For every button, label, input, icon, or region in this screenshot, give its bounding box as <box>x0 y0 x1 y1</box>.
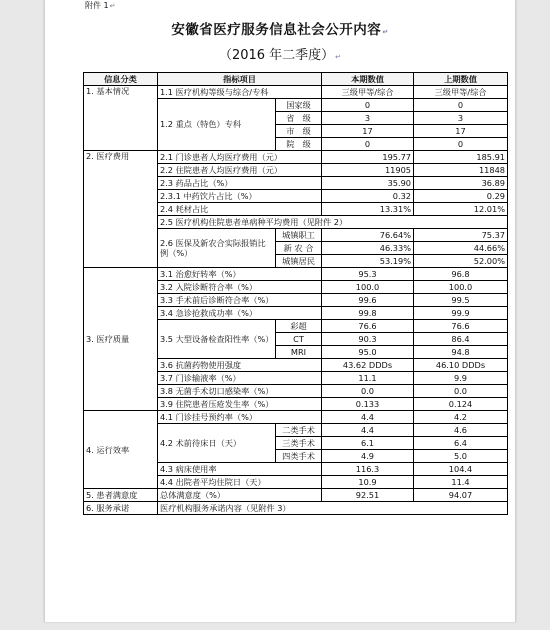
previous-value: 86.4 <box>414 333 508 346</box>
previous-value: 5.0 <box>414 450 508 463</box>
previous-value: 94.8 <box>414 346 508 359</box>
previous-value: 52.00% <box>414 255 508 268</box>
sub-label: 城镇居民 <box>276 255 322 268</box>
indicator-label: 2.6 医保及新农合实际报销比例（%） <box>158 229 276 268</box>
current-value: 43.62 DDDs <box>322 359 414 372</box>
sub-label: 国家级 <box>276 99 322 112</box>
sub-label: 省 级 <box>276 112 322 125</box>
current-value: 92.51 <box>322 489 414 502</box>
category-quality: 3. 医疗质量 <box>84 268 158 411</box>
current-value: 10.9 <box>322 476 414 489</box>
category-commitment: 6. 服务承诺 <box>84 502 158 515</box>
current-value: 0.133 <box>322 398 414 411</box>
header-category: 信息分类 <box>84 73 158 86</box>
sub-label: 二类手术 <box>276 424 322 437</box>
table-row <box>84 502 508 515</box>
current-value: 4.4 <box>322 411 414 424</box>
indicator-label: 2.4 耗材占比 <box>158 203 322 216</box>
previous-value: 100.0 <box>414 281 508 294</box>
table-row <box>84 151 508 164</box>
previous-value: 0.29 <box>414 190 508 203</box>
header-current: 本期数值 <box>322 73 414 86</box>
indicator-label: 3.5 大型设备检查阳性率（%） <box>158 320 276 359</box>
previous-value: 3 <box>414 112 508 125</box>
previous-value: 0.0 <box>414 385 508 398</box>
current-value: 11.1 <box>322 372 414 385</box>
indicator-label: 总体满意度（%） <box>158 489 322 502</box>
indicator-label: 3.9 住院患者压疮发生率（%） <box>158 398 322 411</box>
sub-label: 城镇职工 <box>276 229 322 242</box>
indicator-label: 2.1 门诊患者人均医疗费用（元） <box>158 151 322 164</box>
current-value: 100.0 <box>322 281 414 294</box>
current-value: 95.0 <box>322 346 414 359</box>
current-value: 17 <box>322 125 414 138</box>
previous-value: 17 <box>414 125 508 138</box>
indicator-label: 3.7 门诊输液率（%） <box>158 372 322 385</box>
current-value: 195.77 <box>322 151 414 164</box>
previous-value: 104.4 <box>414 463 508 476</box>
sub-label: 市 级 <box>276 125 322 138</box>
sub-label: 院 级 <box>276 138 322 151</box>
current-value: 76.64% <box>322 229 414 242</box>
sub-label: 彩超 <box>276 320 322 333</box>
current-value: 35.90 <box>322 177 414 190</box>
previous-value: 36.89 <box>414 177 508 190</box>
indicator-label: 3.1 治愈好转率（%） <box>158 268 322 281</box>
indicator-label: 2.2 住院患者人均医疗费用（元） <box>158 164 322 177</box>
previous-value: 三级甲等/综合 <box>414 86 508 99</box>
previous-value: 4.6 <box>414 424 508 437</box>
previous-value: 44.66% <box>414 242 508 255</box>
indicator-label: 3.6 抗菌药物使用强度 <box>158 359 322 372</box>
current-value: 53.19% <box>322 255 414 268</box>
indicator-label: 3.3 手术前后诊断符合率（%） <box>158 294 322 307</box>
table-row <box>84 489 508 502</box>
indicator-label: 4.4 出院者平均住院日（天） <box>158 476 322 489</box>
current-value: 三级甲等/综合 <box>322 86 414 99</box>
previous-value: 0 <box>414 99 508 112</box>
table-header-row <box>84 73 508 86</box>
current-value: 13.31% <box>322 203 414 216</box>
table-row <box>84 86 508 99</box>
sub-label: MRI <box>276 346 322 359</box>
indicator-label: 4.2 术前待床日（天） <box>158 424 276 463</box>
previous-value: 6.4 <box>414 437 508 450</box>
previous-value: 75.37 <box>414 229 508 242</box>
previous-value: 4.2 <box>414 411 508 424</box>
previous-value: 99.9 <box>414 307 508 320</box>
indicator-label: 2.3 药品占比（%） <box>158 177 322 190</box>
category-efficiency: 4. 运行效率 <box>84 411 158 489</box>
indicator-label: 1.2 重点（特色）专科 <box>158 99 276 151</box>
indicator-label: 4.3 病床使用率 <box>158 463 322 476</box>
previous-value: 185.91 <box>414 151 508 164</box>
current-value: 76.6 <box>322 320 414 333</box>
current-value: 6.1 <box>322 437 414 450</box>
current-value: 116.3 <box>322 463 414 476</box>
previous-value: 0.124 <box>414 398 508 411</box>
document-page <box>44 0 516 622</box>
category-cost: 2. 医疗费用 <box>84 151 158 268</box>
previous-value: 76.6 <box>414 320 508 333</box>
current-value: 0.32 <box>322 190 414 203</box>
document-subtitle: （2016 年二季度）↵ <box>218 48 342 63</box>
info-table <box>83 72 508 515</box>
previous-value: 12.01% <box>414 203 508 216</box>
table-row <box>84 411 508 424</box>
current-value: 4.4 <box>322 424 414 437</box>
current-value: 46.33% <box>322 242 414 255</box>
current-value: 99.6 <box>322 294 414 307</box>
sub-label: 新 农 合 <box>276 242 322 255</box>
category-satisfaction: 5. 患者满意度 <box>84 489 158 502</box>
sub-label: 四类手术 <box>276 450 322 463</box>
current-value: 11905 <box>322 164 414 177</box>
indicator-label: 3.8 无菌手术切口感染率（%） <box>158 385 322 398</box>
current-value: 90.3 <box>322 333 414 346</box>
current-value: 0 <box>322 99 414 112</box>
sub-label: 三类手术 <box>276 437 322 450</box>
previous-value: 11.4 <box>414 476 508 489</box>
header-indicator: 指标项目 <box>158 73 322 86</box>
previous-value: 96.8 <box>414 268 508 281</box>
indicator-label: 2.5 医疗机构住院患者单病种平均费用（见附件 2） <box>158 216 508 229</box>
previous-value: 9.9 <box>414 372 508 385</box>
current-value: 99.8 <box>322 307 414 320</box>
indicator-label: 3.2 入院诊断符合率（%） <box>158 281 322 294</box>
indicator-label: 2.3.1 中药饮片占比（%） <box>158 190 322 203</box>
indicator-label: 医疗机构服务承诺内容（见附件 3） <box>158 502 508 515</box>
current-value: 0 <box>322 138 414 151</box>
current-value: 95.3 <box>322 268 414 281</box>
previous-value: 11848 <box>414 164 508 177</box>
indicator-label: 3.4 急诊抢救成功率（%） <box>158 307 322 320</box>
previous-value: 99.5 <box>414 294 508 307</box>
previous-value: 94.07 <box>414 489 508 502</box>
previous-value: 0 <box>414 138 508 151</box>
current-value: 0.0 <box>322 385 414 398</box>
indicator-label: 1.1 医疗机构等级与综合/专科 <box>158 86 322 99</box>
header-previous: 上期数值 <box>414 73 508 86</box>
current-value: 4.9 <box>322 450 414 463</box>
current-value: 3 <box>322 112 414 125</box>
document-title: 安徽省医疗服务信息社会公开内容↵ <box>171 22 389 38</box>
category-basic: 1. 基本情况 <box>84 86 158 151</box>
indicator-label: 4.1 门诊挂号预约率（%） <box>158 411 322 424</box>
previous-value: 46.10 DDDs <box>414 359 508 372</box>
attachment-label: 附件 1↵ <box>85 1 116 10</box>
table-row <box>84 268 508 281</box>
sub-label: CT <box>276 333 322 346</box>
